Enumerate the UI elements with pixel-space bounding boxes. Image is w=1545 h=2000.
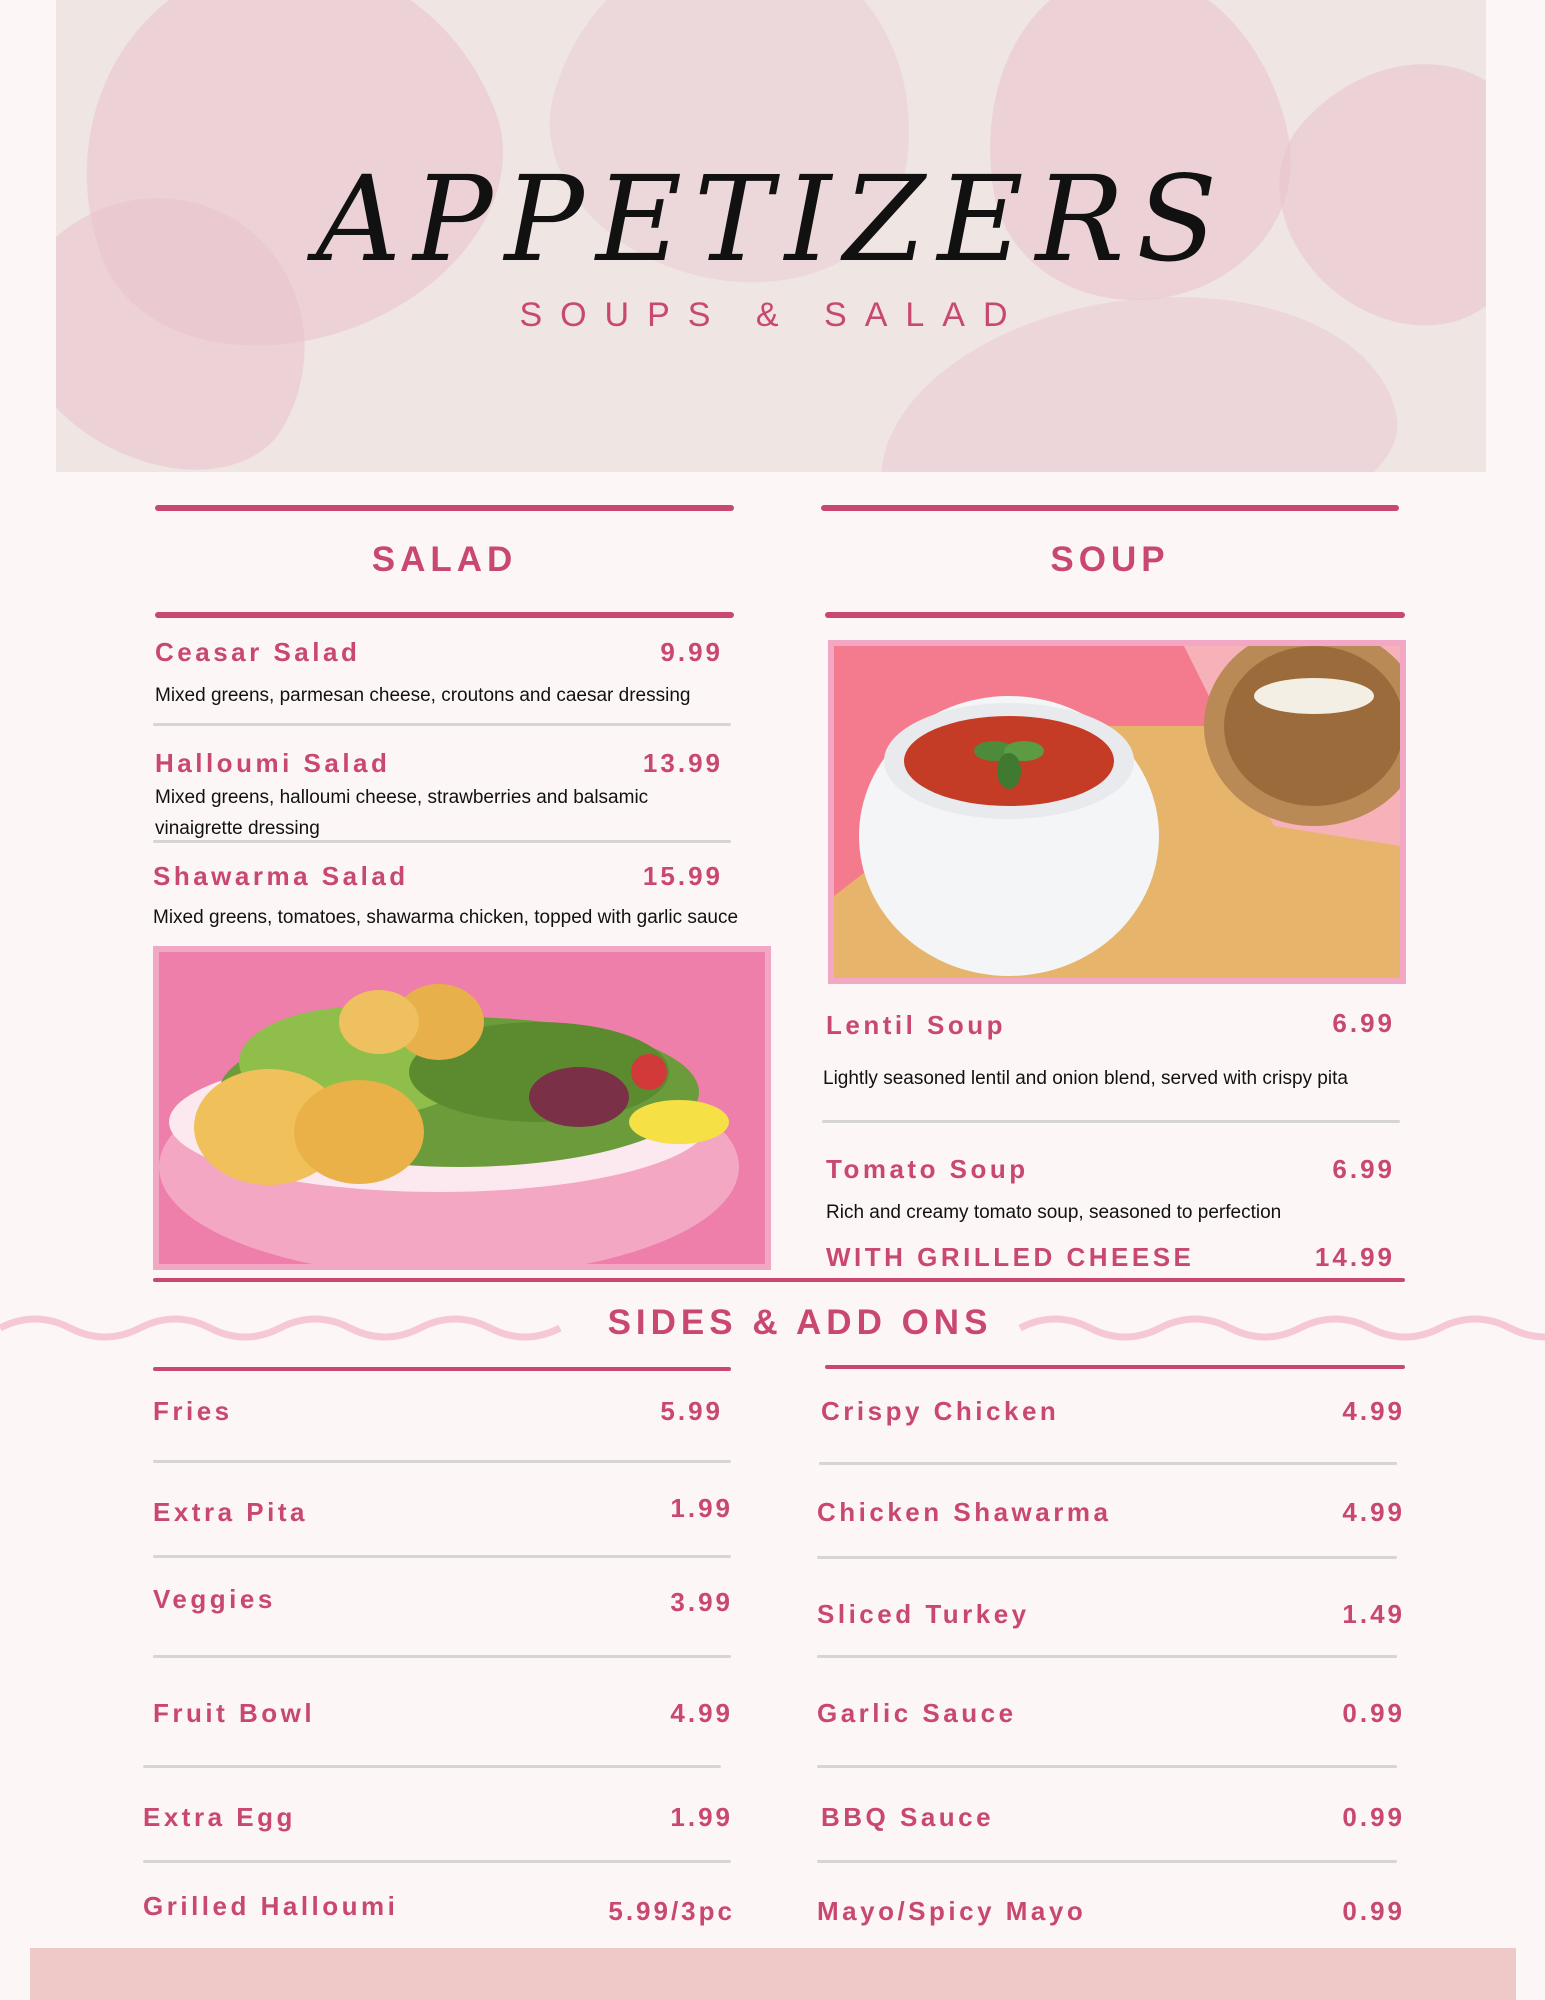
divider <box>153 1555 731 1558</box>
sides-left-rule <box>153 1367 731 1371</box>
salad-top-rule <box>155 505 734 511</box>
salad-bowl-illustration <box>159 952 765 1264</box>
side-item-price: 4.99 <box>670 1698 733 1728</box>
side-item-price: 1.99 <box>670 1493 733 1523</box>
menu-item-price: 6.99 <box>1332 1154 1395 1184</box>
menu-item-description: Mixed greens, parmesan cheese, croutons and caesar dressing <box>155 685 691 706</box>
divider <box>817 1765 1397 1768</box>
side-item-price: 5.99 <box>660 1396 723 1426</box>
divider <box>822 1120 1400 1123</box>
salad-heading-rule <box>155 612 734 618</box>
salad-heading: SALAD <box>371 540 518 579</box>
side-item-name: Sliced Turkey <box>817 1599 1030 1629</box>
menu-item-description: Rich and creamy tomato soup, seasoned to perfection <box>826 1202 1282 1223</box>
divider <box>153 1655 731 1658</box>
side-item-name: Crispy Chicken <box>821 1396 1060 1426</box>
side-item-price: 0.99 <box>1342 1802 1405 1832</box>
side-item-name: Chicken Shawarma <box>817 1497 1112 1527</box>
divider <box>153 1460 731 1463</box>
side-item-price: 0.99 <box>1342 1896 1405 1926</box>
divider <box>817 1556 1397 1559</box>
side-item-price: 3.99 <box>670 1587 733 1617</box>
menu-item-description: Mixed greens, halloumi cheese, strawberries and balsamic vinaigrette dressing <box>155 787 649 839</box>
soup-bowl-illustration <box>834 646 1400 978</box>
divider <box>153 723 731 726</box>
divider <box>817 1655 1397 1658</box>
footer-band <box>30 1948 1516 2000</box>
side-item-name: Veggies <box>153 1584 276 1614</box>
page-title: APPETIZERS <box>315 150 1230 288</box>
side-item-name: BBQ Sauce <box>821 1802 995 1832</box>
side-item-price: 1.49 <box>1342 1599 1405 1629</box>
side-item-name: Fries <box>153 1396 233 1426</box>
menu-item-name: Tomato Soup <box>826 1154 1029 1184</box>
menu-item-name: Halloumi Salad <box>155 748 391 778</box>
side-item-name: Extra Egg <box>143 1802 296 1832</box>
soup-heading: SOUP <box>1050 540 1170 579</box>
side-item-price: 5.99/3pc <box>608 1896 735 1926</box>
side-item-price: 1.99 <box>670 1802 733 1832</box>
divider <box>153 840 731 843</box>
side-item-name: Grilled Halloumi <box>143 1891 399 1921</box>
divider <box>819 1462 1397 1465</box>
sides-top-rule <box>153 1278 1405 1282</box>
menu-item-price: 13.99 <box>642 748 723 778</box>
soup-heading-rule <box>825 612 1405 618</box>
page-subtitle: SOUPS & SALAD <box>519 296 1026 334</box>
menu-item-name: Lentil Soup <box>826 1010 1007 1040</box>
menu-item-name: Shawarma Salad <box>153 861 409 891</box>
side-item-price: 4.99 <box>1342 1497 1405 1527</box>
side-item-name: Extra Pita <box>153 1497 308 1527</box>
menu-item-price: 6.99 <box>1332 1008 1395 1038</box>
side-item-name: Fruit Bowl <box>153 1698 316 1728</box>
divider <box>817 1860 1397 1863</box>
menu-item-price: 9.99 <box>660 637 723 667</box>
menu-item-price: 15.99 <box>642 861 723 891</box>
combo-price: 14.99 <box>1314 1242 1395 1272</box>
salad-photo <box>153 946 771 1270</box>
soup-top-rule <box>821 505 1399 511</box>
menu-item-description: Mixed greens, tomatoes, shawarma chicken, topped with garlic sauce <box>153 907 739 928</box>
sides-heading: SIDES & ADD ONS <box>607 1303 993 1342</box>
side-item-price: 4.99 <box>1342 1396 1405 1426</box>
side-item-name: Mayo/Spicy Mayo <box>817 1896 1087 1926</box>
soup-photo <box>828 640 1406 984</box>
side-item-price: 0.99 <box>1342 1698 1405 1728</box>
divider <box>143 1765 721 1768</box>
side-item-name: Garlic Sauce <box>817 1698 1017 1728</box>
menu-item-description: Lightly seasoned lentil and onion blend, served with crispy pita <box>823 1068 1348 1089</box>
menu-item-name: Ceasar Salad <box>155 637 361 667</box>
combo-name: WITH GRILLED CHEESE <box>826 1242 1195 1272</box>
divider <box>143 1860 731 1863</box>
sides-right-rule <box>825 1365 1405 1369</box>
